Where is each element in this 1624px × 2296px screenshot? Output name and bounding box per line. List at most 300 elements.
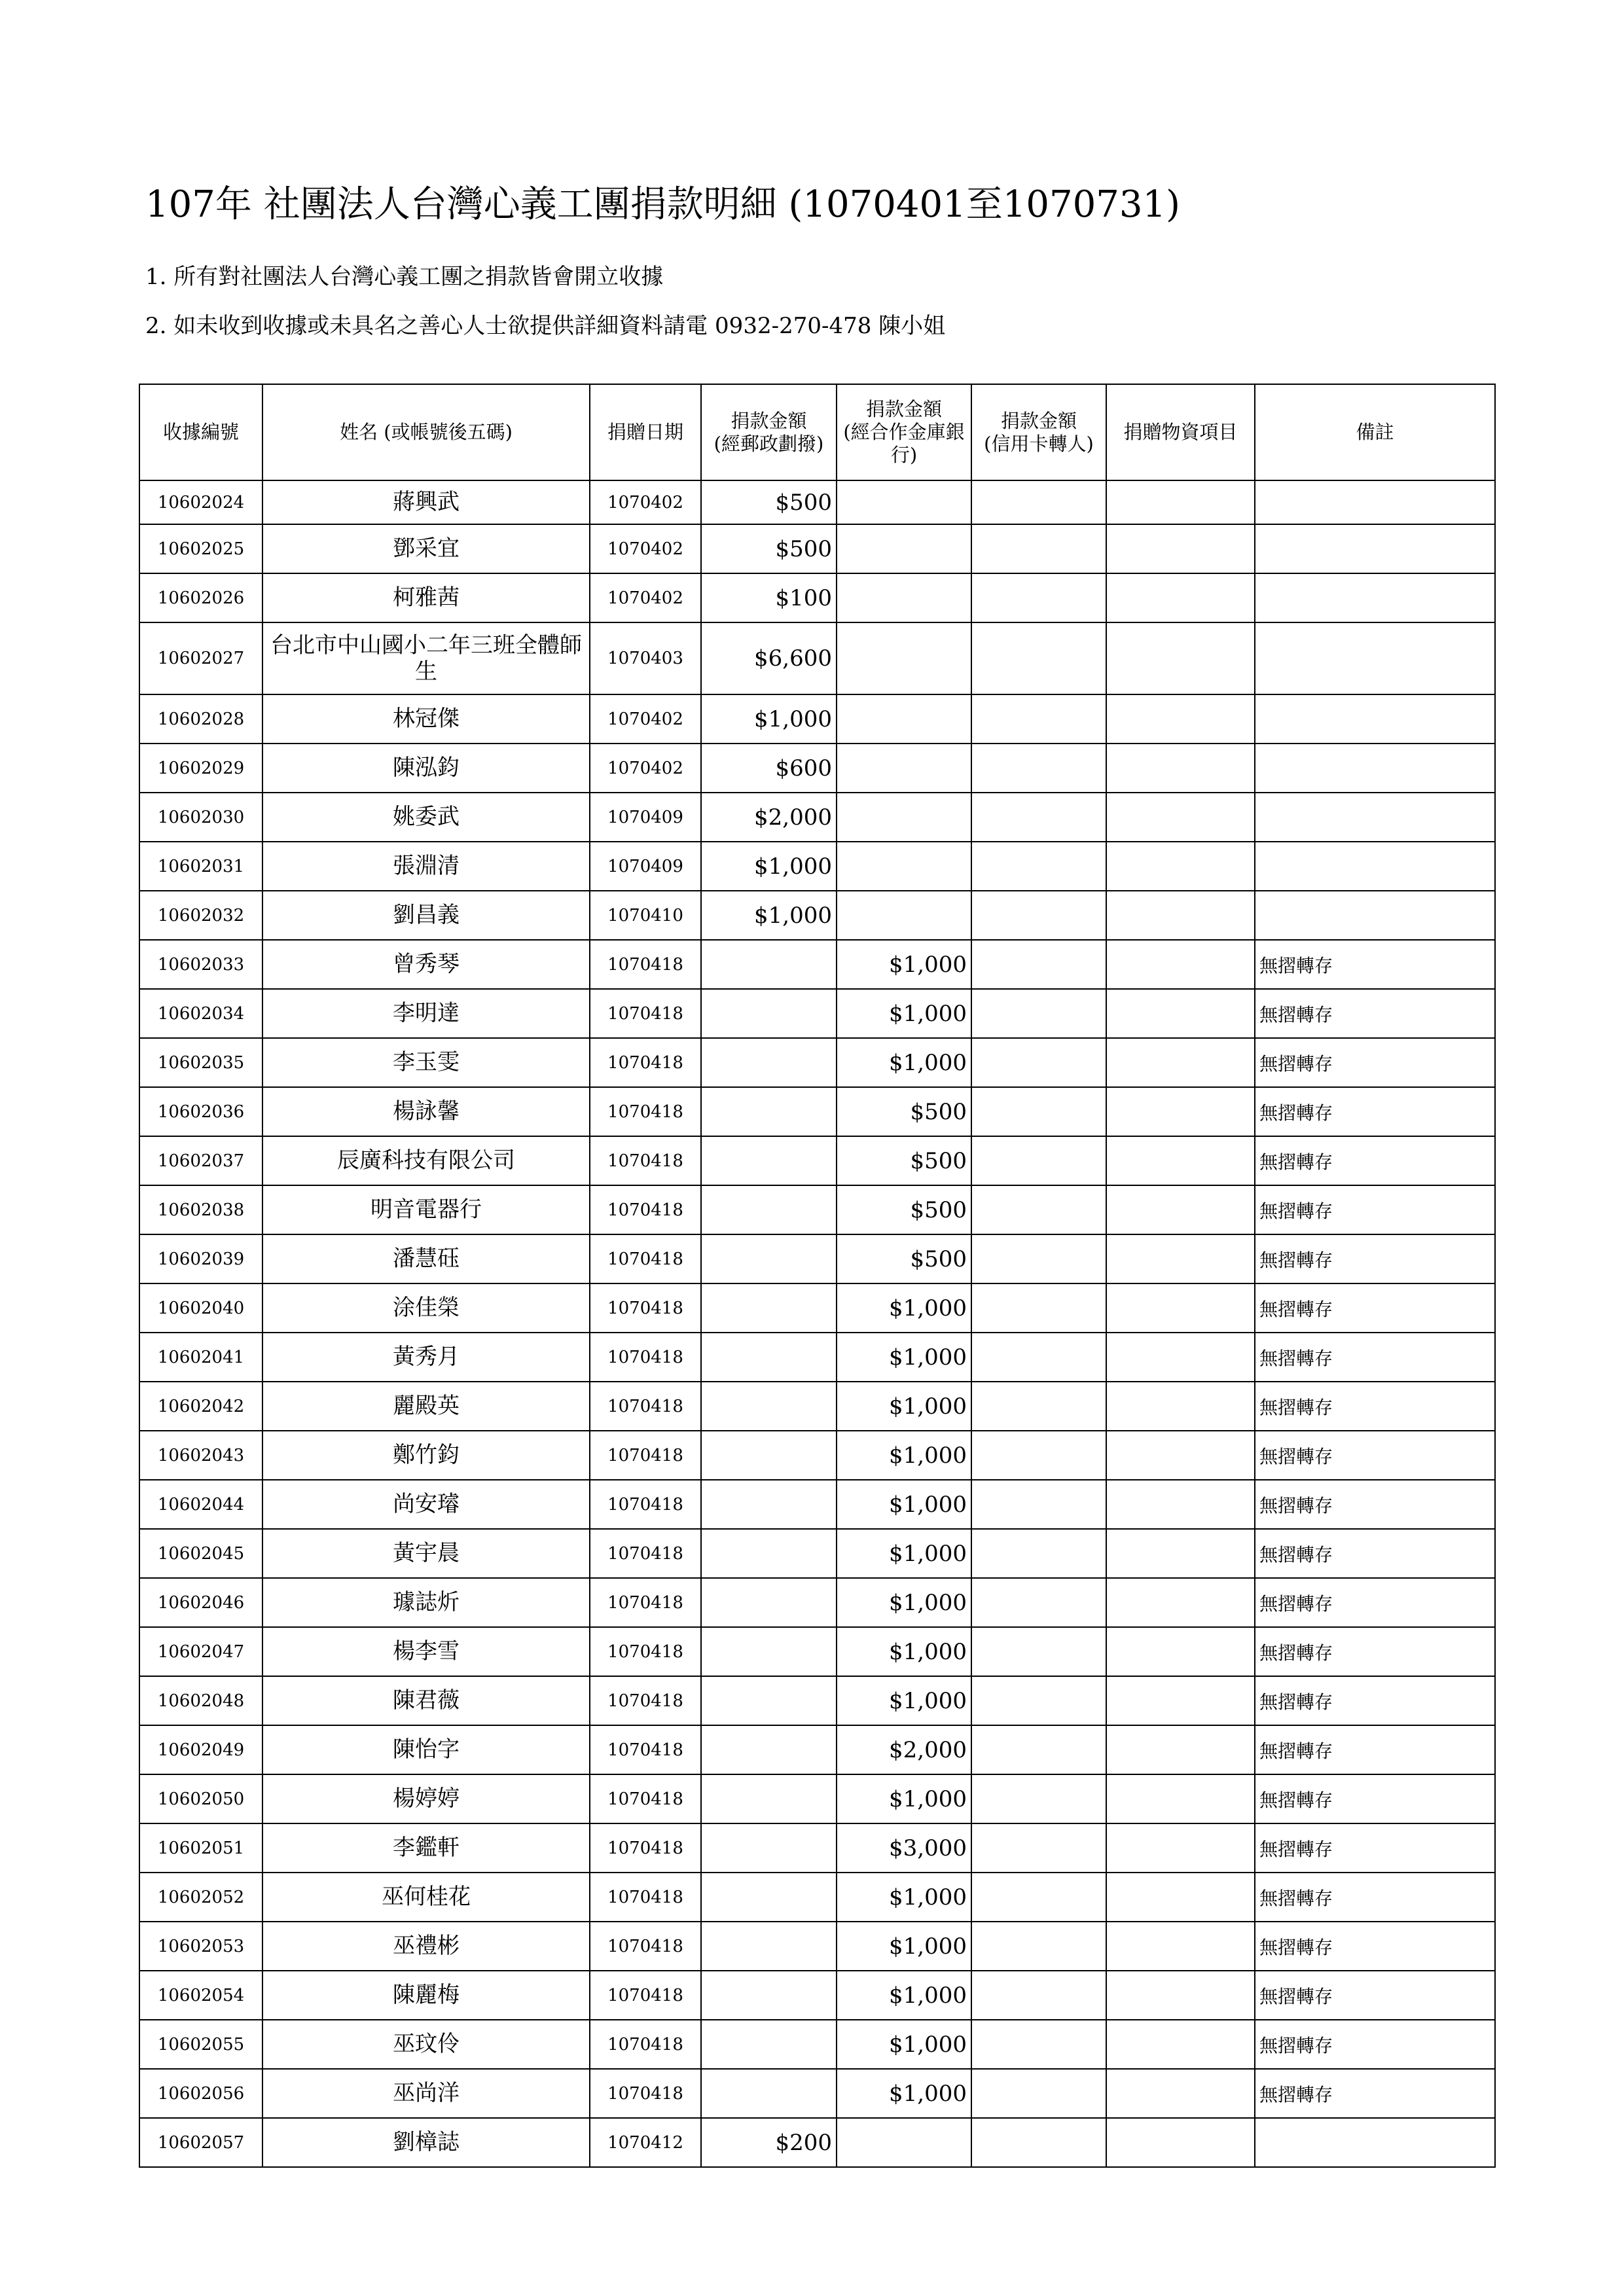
donation-date-cell: 1070402	[590, 573, 701, 622]
table-row	[139, 1136, 1495, 1185]
remark-cell	[1255, 891, 1495, 940]
goods-cell	[1106, 1087, 1255, 1136]
remark-cell: 無摺轉存	[1255, 1480, 1495, 1529]
remark-cell: 無摺轉存	[1255, 1873, 1495, 1922]
postal-amount-cell	[701, 1725, 837, 1774]
coop-amount-cell: $1,000	[837, 1480, 971, 1529]
goods-cell	[1106, 1676, 1255, 1725]
card-amount-cell	[971, 940, 1106, 989]
donation-date-cell: 1070418	[590, 1627, 701, 1676]
card-amount-cell	[971, 573, 1106, 622]
header-receipt: 收據編號	[139, 384, 262, 480]
receipt-number-cell: 10602045	[139, 1529, 262, 1578]
remark-cell: 無摺轉存	[1255, 1578, 1495, 1627]
goods-cell	[1106, 1873, 1255, 1922]
postal-amount-cell: $1,000	[701, 694, 837, 744]
goods-cell	[1106, 1382, 1255, 1431]
remark-cell	[1255, 694, 1495, 744]
goods-cell	[1106, 1431, 1255, 1480]
goods-cell	[1106, 1578, 1255, 1627]
receipt-number-cell: 10602032	[139, 891, 262, 940]
donor-name-cell: 辰廣科技有限公司	[262, 1136, 590, 1185]
card-amount-cell	[971, 1578, 1106, 1627]
postal-amount-cell: $1,000	[701, 891, 837, 940]
coop-amount-cell: $1,000	[837, 1431, 971, 1480]
receipt-number-cell: 10602029	[139, 744, 262, 793]
donation-date-cell: 1070418	[590, 1431, 701, 1480]
donor-name-cell: 陳麗梅	[262, 1971, 590, 2020]
donor-name-cell: 巫玟伶	[262, 2020, 590, 2069]
receipt-number-cell: 10602044	[139, 1480, 262, 1529]
receipt-number-cell: 10602027	[139, 622, 262, 694]
donor-name-cell: 麗殿英	[262, 1382, 590, 1431]
table-row	[139, 1283, 1495, 1333]
table-row	[139, 989, 1495, 1038]
coop-amount-cell: $500	[837, 1234, 971, 1283]
receipt-number-cell: 10602025	[139, 524, 262, 573]
donor-name-cell: 姚委武	[262, 793, 590, 842]
donation-date-cell: 1070402	[590, 524, 701, 573]
donation-date-cell: 1070402	[590, 694, 701, 744]
header-date: 捐贈日期	[590, 384, 701, 480]
remark-cell: 無摺轉存	[1255, 1431, 1495, 1480]
card-amount-cell	[971, 480, 1106, 524]
card-amount-cell	[971, 1382, 1106, 1431]
remark-cell	[1255, 744, 1495, 793]
receipt-number-cell: 10602049	[139, 1725, 262, 1774]
receipt-number-cell: 10602031	[139, 842, 262, 891]
postal-amount-cell	[701, 1676, 837, 1725]
remark-cell: 無摺轉存	[1255, 1382, 1495, 1431]
coop-amount-cell	[837, 793, 971, 842]
donor-name-cell: 陳君薇	[262, 1676, 590, 1725]
remark-cell: 無摺轉存	[1255, 940, 1495, 989]
card-amount-cell	[971, 1480, 1106, 1529]
table-row	[139, 1087, 1495, 1136]
table-row	[139, 480, 1495, 524]
receipt-number-cell: 10602050	[139, 1774, 262, 1823]
goods-cell	[1106, 1038, 1255, 1087]
coop-amount-cell: $3,000	[837, 1823, 971, 1873]
postal-amount-cell	[701, 1529, 837, 1578]
coop-amount-cell: $500	[837, 1087, 971, 1136]
coop-amount-cell: $1,000	[837, 1627, 971, 1676]
donor-name-cell: 黃秀月	[262, 1333, 590, 1382]
donation-date-cell: 1070418	[590, 1971, 701, 2020]
donor-name-cell: 陳怡字	[262, 1725, 590, 1774]
coop-amount-cell	[837, 842, 971, 891]
note-receipt: 1. 所有對社團法人台灣心義工團之捐款皆會開立收據	[145, 264, 664, 290]
table-row	[139, 694, 1495, 744]
table-row	[139, 2118, 1495, 2167]
card-amount-cell	[971, 1823, 1106, 1873]
coop-amount-cell	[837, 524, 971, 573]
donation-date-cell: 1070418	[590, 989, 701, 1038]
table-row	[139, 1774, 1495, 1823]
remark-cell: 無摺轉存	[1255, 1185, 1495, 1234]
donor-name-cell: 璩誌炘	[262, 1578, 590, 1627]
donor-name-cell: 林冠傑	[262, 694, 590, 744]
donor-name-cell: 張淵清	[262, 842, 590, 891]
postal-amount-cell	[701, 2069, 837, 2118]
postal-amount-cell: $2,000	[701, 793, 837, 842]
goods-cell	[1106, 622, 1255, 694]
donation-date-cell: 1070418	[590, 1333, 701, 1382]
donor-name-cell: 尚安璿	[262, 1480, 590, 1529]
table-row	[139, 1873, 1495, 1922]
donor-name-cell: 楊詠馨	[262, 1087, 590, 1136]
donation-date-cell: 1070418	[590, 1922, 701, 1971]
receipt-number-cell: 10602054	[139, 1971, 262, 2020]
goods-cell	[1106, 1823, 1255, 1873]
goods-cell	[1106, 989, 1255, 1038]
donation-date-cell: 1070418	[590, 1529, 701, 1578]
card-amount-cell	[971, 1038, 1106, 1087]
postal-amount-cell	[701, 1333, 837, 1382]
receipt-number-cell: 10602055	[139, 2020, 262, 2069]
card-amount-cell	[971, 1333, 1106, 1382]
card-amount-cell	[971, 1922, 1106, 1971]
goods-cell	[1106, 891, 1255, 940]
receipt-number-cell: 10602047	[139, 1627, 262, 1676]
receipt-number-cell: 10602053	[139, 1922, 262, 1971]
receipt-number-cell: 10602024	[139, 480, 262, 524]
remark-cell	[1255, 622, 1495, 694]
card-amount-cell	[971, 524, 1106, 573]
postal-amount-cell: $6,600	[701, 622, 837, 694]
goods-cell	[1106, 1627, 1255, 1676]
donor-name-cell: 李鑑軒	[262, 1823, 590, 1873]
postal-amount-cell: $600	[701, 744, 837, 793]
header-goods: 捐贈物資項目	[1106, 384, 1255, 480]
goods-cell	[1106, 1333, 1255, 1382]
table-row	[139, 891, 1495, 940]
table-row	[139, 1676, 1495, 1725]
card-amount-cell	[971, 1234, 1106, 1283]
card-amount-cell	[971, 1185, 1106, 1234]
remark-cell: 無摺轉存	[1255, 2069, 1495, 2118]
postal-amount-cell	[701, 1971, 837, 2020]
donation-date-cell: 1070418	[590, 1382, 701, 1431]
postal-amount-cell: $500	[701, 480, 837, 524]
goods-cell	[1106, 793, 1255, 842]
donation-date-cell: 1070418	[590, 1234, 701, 1283]
table-row	[139, 622, 1495, 694]
postal-amount-cell	[701, 1136, 837, 1185]
coop-amount-cell: $1,000	[837, 1038, 971, 1087]
remark-cell	[1255, 842, 1495, 891]
postal-amount-cell	[701, 1873, 837, 1922]
coop-amount-cell: $1,000	[837, 1578, 971, 1627]
postal-amount-cell: $1,000	[701, 842, 837, 891]
coop-amount-cell: $1,000	[837, 1971, 971, 2020]
postal-amount-cell	[701, 1038, 837, 1087]
card-amount-cell	[971, 1971, 1106, 2020]
donor-name-cell: 台北市中山國小二年三班全體師生	[262, 622, 590, 694]
donation-date-cell: 1070418	[590, 1480, 701, 1529]
receipt-number-cell: 10602042	[139, 1382, 262, 1431]
goods-cell	[1106, 2069, 1255, 2118]
goods-cell	[1106, 2020, 1255, 2069]
coop-amount-cell	[837, 891, 971, 940]
coop-amount-cell	[837, 622, 971, 694]
table-row	[139, 1971, 1495, 2020]
remark-cell: 無摺轉存	[1255, 1627, 1495, 1676]
remark-cell: 無摺轉存	[1255, 989, 1495, 1038]
table-row	[139, 940, 1495, 989]
receipt-number-cell: 10602057	[139, 2118, 262, 2167]
remark-cell: 無摺轉存	[1255, 1676, 1495, 1725]
remark-cell: 無摺轉存	[1255, 2020, 1495, 2069]
receipt-number-cell: 10602026	[139, 573, 262, 622]
donor-name-cell: 巫禮彬	[262, 1922, 590, 1971]
coop-amount-cell: $1,000	[837, 1676, 971, 1725]
goods-cell	[1106, 842, 1255, 891]
donation-date-cell: 1070410	[590, 891, 701, 940]
goods-cell	[1106, 1971, 1255, 2020]
postal-amount-cell	[701, 2020, 837, 2069]
postal-amount-cell	[701, 1627, 837, 1676]
coop-amount-cell: $500	[837, 1185, 971, 1234]
remark-cell: 無摺轉存	[1255, 1823, 1495, 1873]
postal-amount-cell	[701, 989, 837, 1038]
card-amount-cell	[971, 1283, 1106, 1333]
card-amount-cell	[971, 1774, 1106, 1823]
donation-date-cell: 1070418	[590, 2020, 701, 2069]
table-row	[139, 1480, 1495, 1529]
donor-name-cell: 鄭竹鈞	[262, 1431, 590, 1480]
remark-cell	[1255, 524, 1495, 573]
table-row	[139, 1431, 1495, 1480]
table-row	[139, 1038, 1495, 1087]
donor-name-cell: 黃宇晨	[262, 1529, 590, 1578]
table-row	[139, 1185, 1495, 1234]
postal-amount-cell	[701, 1578, 837, 1627]
postal-amount-cell	[701, 1431, 837, 1480]
donor-name-cell: 曾秀琴	[262, 940, 590, 989]
card-amount-cell	[971, 1431, 1106, 1480]
receipt-number-cell: 10602043	[139, 1431, 262, 1480]
donation-date-cell: 1070418	[590, 1185, 701, 1234]
receipt-number-cell: 10602038	[139, 1185, 262, 1234]
table-header-row	[139, 384, 1495, 480]
goods-cell	[1106, 573, 1255, 622]
postal-amount-cell	[701, 1922, 837, 1971]
page-title: 107年 社團法人台灣心義工團捐款明細 (1070401至1070731)	[145, 183, 1180, 226]
donor-name-cell: 潘慧砡	[262, 1234, 590, 1283]
card-amount-cell	[971, 1873, 1106, 1922]
donation-date-cell: 1070418	[590, 1873, 701, 1922]
coop-amount-cell: $1,000	[837, 989, 971, 1038]
coop-amount-cell: $1,000	[837, 1529, 971, 1578]
postal-amount-cell	[701, 1382, 837, 1431]
card-amount-cell	[971, 842, 1106, 891]
remark-cell: 無摺轉存	[1255, 1774, 1495, 1823]
donation-date-cell: 1070403	[590, 622, 701, 694]
table-row	[139, 2020, 1495, 2069]
goods-cell	[1106, 940, 1255, 989]
receipt-number-cell: 10602033	[139, 940, 262, 989]
coop-amount-cell	[837, 480, 971, 524]
table-row	[139, 793, 1495, 842]
remark-cell: 無摺轉存	[1255, 1234, 1495, 1283]
donation-date-cell: 1070418	[590, 940, 701, 989]
remark-cell: 無摺轉存	[1255, 1529, 1495, 1578]
receipt-number-cell: 10602037	[139, 1136, 262, 1185]
donation-date-cell: 1070402	[590, 744, 701, 793]
coop-amount-cell: $1,000	[837, 1333, 971, 1382]
donation-date-cell: 1070402	[590, 480, 701, 524]
header-remark: 備註	[1255, 384, 1495, 480]
card-amount-cell	[971, 1087, 1106, 1136]
table-row	[139, 744, 1495, 793]
postal-amount-cell	[701, 1480, 837, 1529]
receipt-number-cell: 10602039	[139, 1234, 262, 1283]
remark-cell: 無摺轉存	[1255, 1136, 1495, 1185]
postal-amount-cell	[701, 1185, 837, 1234]
receipt-number-cell: 10602035	[139, 1038, 262, 1087]
receipt-number-cell: 10602030	[139, 793, 262, 842]
table-row	[139, 1333, 1495, 1382]
receipt-number-cell: 10602048	[139, 1676, 262, 1725]
receipt-number-cell: 10602051	[139, 1823, 262, 1873]
coop-amount-cell	[837, 694, 971, 744]
table-row	[139, 1922, 1495, 1971]
remark-cell: 無摺轉存	[1255, 1283, 1495, 1333]
goods-cell	[1106, 1529, 1255, 1578]
goods-cell	[1106, 1774, 1255, 1823]
donation-date-cell: 1070409	[590, 793, 701, 842]
donation-date-cell: 1070418	[590, 1087, 701, 1136]
donor-name-cell: 明音電器行	[262, 1185, 590, 1234]
coop-amount-cell: $1,000	[837, 1873, 971, 1922]
remark-cell: 無摺轉存	[1255, 1725, 1495, 1774]
donation-table	[139, 384, 1496, 2168]
donor-name-cell: 蔣興武	[262, 480, 590, 524]
goods-cell	[1106, 1922, 1255, 1971]
header-card-amount: 捐款金額 (信用卡轉人)	[971, 384, 1106, 480]
card-amount-cell	[971, 1529, 1106, 1578]
goods-cell	[1106, 1234, 1255, 1283]
remark-cell: 無摺轉存	[1255, 1038, 1495, 1087]
coop-amount-cell	[837, 2118, 971, 2167]
goods-cell	[1106, 2118, 1255, 2167]
donor-name-cell: 柯雅茜	[262, 573, 590, 622]
header-postal-amount: 捐款金額 (經郵政劃撥)	[701, 384, 837, 480]
remark-cell	[1255, 573, 1495, 622]
coop-amount-cell: $1,000	[837, 1283, 971, 1333]
note-contact: 2. 如未收到收據或未具名之善心人士欲提供詳細資料請電 0932-270-478 陳小姐	[145, 313, 946, 339]
table-row	[139, 2069, 1495, 2118]
donor-name-cell: 涂佳榮	[262, 1283, 590, 1333]
table-row	[139, 1529, 1495, 1578]
table-body	[139, 480, 1495, 2167]
postal-amount-cell	[701, 1087, 837, 1136]
coop-amount-cell	[837, 573, 971, 622]
coop-amount-cell: $1,000	[837, 1922, 971, 1971]
card-amount-cell	[971, 1676, 1106, 1725]
goods-cell	[1106, 524, 1255, 573]
postal-amount-cell	[701, 1823, 837, 1873]
goods-cell	[1106, 1136, 1255, 1185]
coop-amount-cell: $1,000	[837, 940, 971, 989]
donor-name-cell: 李明達	[262, 989, 590, 1038]
postal-amount-cell: $100	[701, 573, 837, 622]
coop-amount-cell: $1,000	[837, 2069, 971, 2118]
remark-cell: 無摺轉存	[1255, 1922, 1495, 1971]
header-coop-amount: 捐款金額 (經合作金庫銀 行)	[837, 384, 971, 480]
goods-cell	[1106, 694, 1255, 744]
donor-name-cell: 鄧采宜	[262, 524, 590, 573]
postal-amount-cell	[701, 940, 837, 989]
donation-date-cell: 1070418	[590, 2069, 701, 2118]
receipt-number-cell: 10602046	[139, 1578, 262, 1627]
postal-amount-cell: $500	[701, 524, 837, 573]
receipt-number-cell: 10602028	[139, 694, 262, 744]
card-amount-cell	[971, 989, 1106, 1038]
receipt-number-cell: 10602052	[139, 1873, 262, 1922]
card-amount-cell	[971, 744, 1106, 793]
donation-date-cell: 1070418	[590, 1283, 701, 1333]
receipt-number-cell: 10602041	[139, 1333, 262, 1382]
postal-amount-cell	[701, 1234, 837, 1283]
donation-date-cell: 1070418	[590, 1725, 701, 1774]
table-row	[139, 573, 1495, 622]
postal-amount-cell	[701, 1774, 837, 1823]
card-amount-cell	[971, 891, 1106, 940]
table-row	[139, 1725, 1495, 1774]
card-amount-cell	[971, 1725, 1106, 1774]
donor-name-cell: 巫尚洋	[262, 2069, 590, 2118]
receipt-number-cell: 10602036	[139, 1087, 262, 1136]
coop-amount-cell: $500	[837, 1136, 971, 1185]
card-amount-cell	[971, 2069, 1106, 2118]
goods-cell	[1106, 744, 1255, 793]
donation-date-cell: 1070418	[590, 1038, 701, 1087]
donor-name-cell: 劉昌義	[262, 891, 590, 940]
coop-amount-cell: $1,000	[837, 1382, 971, 1431]
table-row	[139, 1627, 1495, 1676]
donation-date-cell: 1070418	[590, 1136, 701, 1185]
card-amount-cell	[971, 1136, 1106, 1185]
receipt-number-cell: 10602056	[139, 2069, 262, 2118]
table-row	[139, 1234, 1495, 1283]
postal-amount-cell: $200	[701, 2118, 837, 2167]
table-row	[139, 1382, 1495, 1431]
receipt-number-cell: 10602034	[139, 989, 262, 1038]
goods-cell	[1106, 1283, 1255, 1333]
receipt-number-cell: 10602040	[139, 1283, 262, 1333]
table-row	[139, 1823, 1495, 1873]
table-row	[139, 1578, 1495, 1627]
donation-date-cell: 1070409	[590, 842, 701, 891]
remark-cell: 無摺轉存	[1255, 1087, 1495, 1136]
card-amount-cell	[971, 2118, 1106, 2167]
donation-date-cell: 1070418	[590, 1676, 701, 1725]
remark-cell	[1255, 480, 1495, 524]
remark-cell	[1255, 2118, 1495, 2167]
donor-name-cell: 陳泓鈞	[262, 744, 590, 793]
remark-cell: 無摺轉存	[1255, 1971, 1495, 2020]
goods-cell	[1106, 1480, 1255, 1529]
coop-amount-cell	[837, 744, 971, 793]
goods-cell	[1106, 1725, 1255, 1774]
table-row	[139, 524, 1495, 573]
donation-date-cell: 1070418	[590, 1578, 701, 1627]
donation-date-cell: 1070412	[590, 2118, 701, 2167]
coop-amount-cell: $1,000	[837, 2020, 971, 2069]
header-name: 姓名 (或帳號後五碼)	[262, 384, 590, 480]
